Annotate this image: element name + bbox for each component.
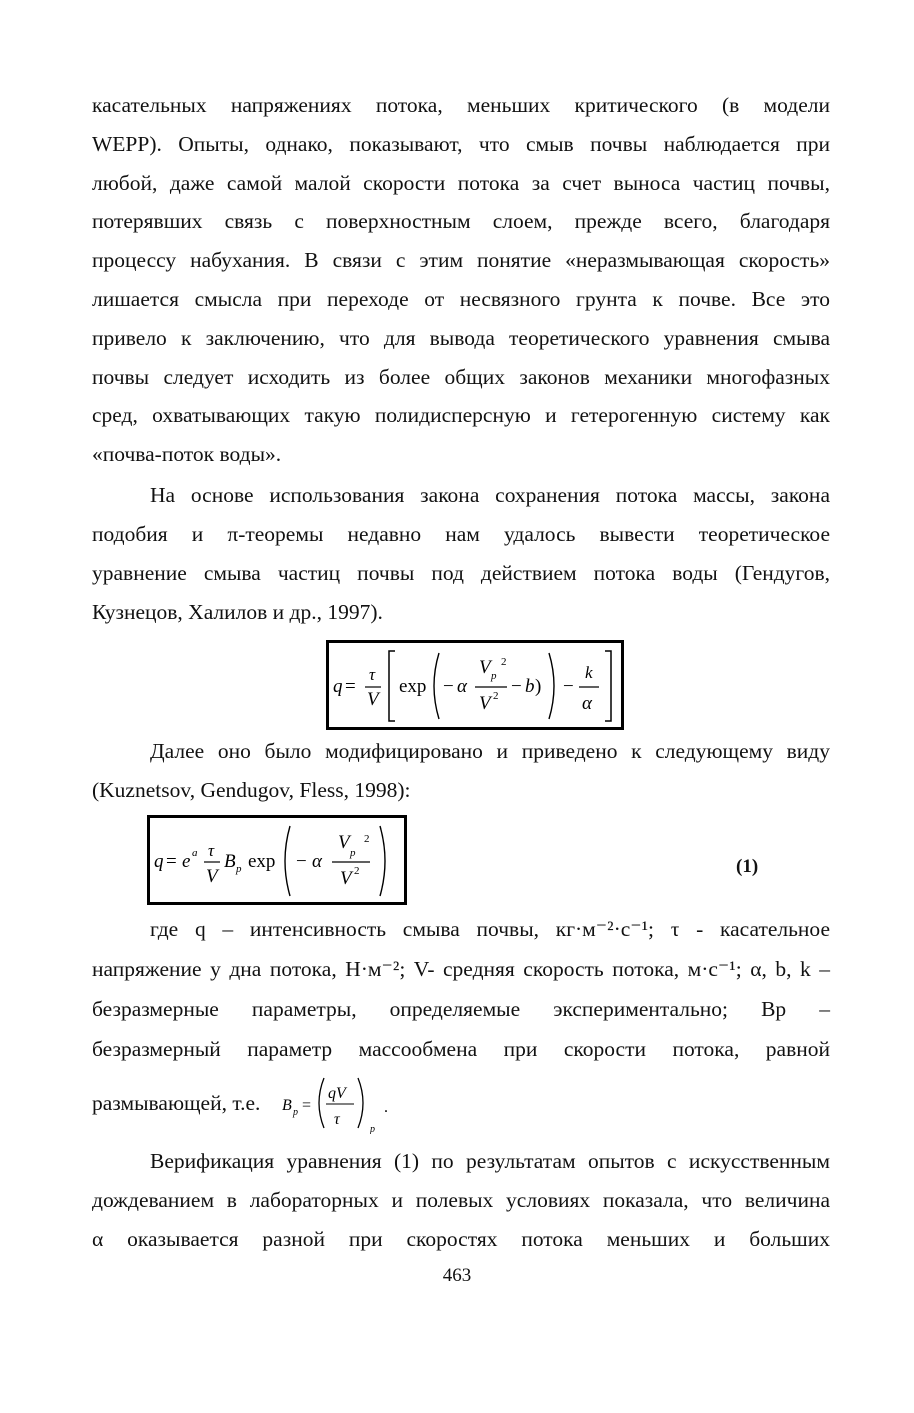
svg-text:p: p bbox=[350, 847, 356, 859]
text-line: где q – интенсивность смыва почвы, кг·м⁻²·с⁻¹; τ - касательное bbox=[150, 917, 830, 941]
svg-text:V: V bbox=[206, 866, 218, 887]
svg-text:qV: qV bbox=[328, 1085, 346, 1102]
formula-box-2 bbox=[147, 815, 407, 905]
text-line: привело к заключению, что для вывода теоретического уравнения смыва bbox=[92, 326, 830, 350]
text-line: Кузнецов, Халилов и др., 1997). bbox=[92, 600, 383, 624]
formula-modified bbox=[150, 818, 404, 902]
svg-text:V: V bbox=[479, 657, 491, 678]
svg-text:B: B bbox=[282, 1097, 292, 1114]
svg-text:p: p bbox=[370, 1124, 375, 1134]
text-line: Верификация уравнения (1) по результатам опытов с искусственным bbox=[150, 1149, 830, 1173]
text-line: На основе использования закона сохранения потока массы, закона bbox=[150, 483, 830, 507]
svg-text:e: e bbox=[182, 851, 191, 872]
svg-text:.: . bbox=[384, 1099, 388, 1116]
svg-text:): ) bbox=[535, 676, 542, 697]
svg-text:V: V bbox=[479, 693, 491, 714]
svg-text:p: p bbox=[293, 1107, 298, 1118]
svg-text:V: V bbox=[340, 868, 352, 889]
svg-text:exp: exp bbox=[399, 676, 427, 697]
svg-text:2: 2 bbox=[501, 656, 507, 668]
svg-text:exp: exp bbox=[248, 851, 276, 872]
svg-text:−: − bbox=[443, 676, 454, 697]
svg-text:τ: τ bbox=[369, 665, 376, 684]
svg-text:−: − bbox=[511, 676, 522, 697]
svg-text:b: b bbox=[525, 676, 535, 697]
svg-text:B: B bbox=[224, 851, 236, 872]
svg-text:q: q bbox=[154, 851, 164, 872]
text-line: безразмерный параметр массообмена при скорости потока, равной bbox=[92, 1037, 830, 1061]
text-line: процессу набухания. В связи с этим понятие «неразмывающая скорость» bbox=[92, 248, 830, 272]
svg-text:−: − bbox=[563, 676, 574, 697]
text-line: безразмерные параметры, определяемые экспериментально; Bp – bbox=[92, 997, 830, 1021]
svg-text:k: k bbox=[585, 663, 593, 682]
text-line: любой, даже самой малой скорости потока за счет выноса частиц почвы, bbox=[92, 171, 830, 195]
svg-text:p: p bbox=[491, 670, 497, 682]
svg-text:−: − bbox=[296, 851, 307, 872]
text-line: почвы следует исходить из более общих законов механики многофазных bbox=[92, 365, 830, 389]
text-line: потерявших связь с поверхностным слоем, прежде всего, благодаря bbox=[92, 209, 830, 233]
svg-text:V: V bbox=[338, 832, 350, 853]
text-line: размывающей, т.е. bbox=[92, 1091, 261, 1115]
text-line: лишается смысла при переходе от несвязного грунта к почве. Все это bbox=[92, 287, 830, 311]
text-line: сред, охватывающих такую полидисперсную и гетерогенную систему как bbox=[92, 403, 830, 427]
svg-text:=: = bbox=[302, 1097, 312, 1114]
text-line: WEPP). Опыты, однако, показывают, что смыв почвы наблюдается при bbox=[92, 132, 830, 156]
svg-text:α: α bbox=[312, 851, 322, 872]
text-line: (Kuznetsov, Gendugov, Fless, 1998): bbox=[92, 778, 411, 802]
svg-text:p: p bbox=[236, 863, 242, 875]
svg-text:α: α bbox=[582, 693, 592, 714]
formula-bp bbox=[278, 1072, 408, 1134]
text-line: касательных напряжениях потока, меньших критического (в модели bbox=[92, 93, 830, 117]
svg-text:2: 2 bbox=[354, 865, 360, 877]
formula-box-1 bbox=[326, 640, 624, 730]
svg-text:=: = bbox=[345, 676, 356, 697]
svg-text:=: = bbox=[166, 851, 177, 872]
text-line: уравнение смыва частиц почвы под действием потока воды (Гендугов, bbox=[92, 561, 830, 585]
svg-text:τ: τ bbox=[334, 1111, 340, 1128]
svg-text:V: V bbox=[367, 689, 379, 710]
equation-number: (1) bbox=[736, 856, 759, 877]
text-line: напряжение у дна потока, Н·м⁻²; V- средняя скорость потока, м·с⁻¹; α, b, k – bbox=[92, 957, 830, 981]
text-line: дождеванием в лабораторных и полевых условиях показала, что величина bbox=[92, 1188, 830, 1212]
svg-text:q: q bbox=[333, 676, 343, 697]
svg-text:2: 2 bbox=[493, 690, 499, 702]
page-number: 463 bbox=[442, 1265, 472, 1286]
svg-text:a: a bbox=[192, 847, 198, 859]
formula-theoretical bbox=[329, 643, 621, 727]
svg-text:2: 2 bbox=[364, 833, 370, 845]
text-line: «почва-поток воды». bbox=[92, 442, 282, 466]
text-line: Далее оно было модифицировано и приведено к следующему виду bbox=[150, 739, 830, 763]
text-line: α оказывается разной при скоростях потока меньших и больших bbox=[92, 1227, 830, 1251]
svg-text:τ: τ bbox=[208, 841, 215, 860]
text-line: подобия и π-теоремы недавно нам удалось вывести теоретическое bbox=[92, 522, 830, 546]
svg-text:α: α bbox=[457, 676, 467, 697]
